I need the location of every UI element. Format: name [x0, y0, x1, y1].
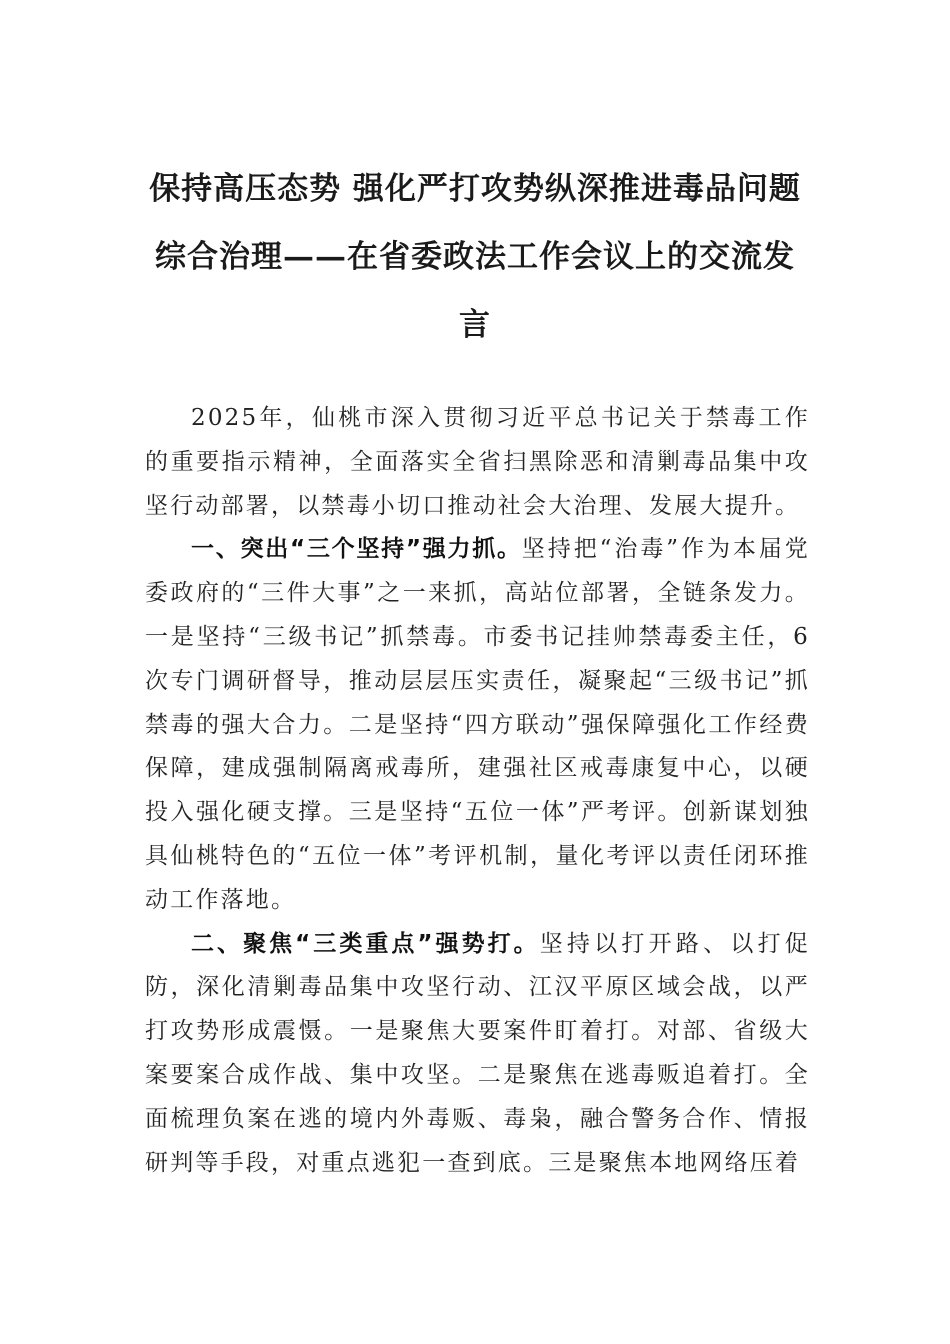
section-heading: 二、聚焦“三类重点”强势打。	[191, 930, 540, 957]
paragraph-text: 2025年，仙桃市深入贯彻习近平总书记关于禁毒工作的重要指示精神，全面落实全省扫黑除恶和清剿毒品集中攻坚行动部署，以禁毒小切口推动社会大治理、发展大提升。	[145, 405, 810, 519]
paragraph-section-1	[145, 528, 810, 922]
paragraph-section-2	[145, 923, 810, 1186]
document-title: 保持高压态势 强化严打攻势纵深推进毒品问题综合治理——在省委政法工作会议上的交流发言	[149, 171, 801, 343]
paragraph-text: 坚持以打开路、以打促防，深化清剿毒品集中攻坚行动、江汉平原区域会战，以严打攻势形成震慑。一是聚焦大要案件盯着打。对部、省级大案要案合成作战、集中攻坚。二是聚焦在逃毒贩追着打。全面梳理负案在逃的境内外毒贩、毒枭，融合警务合作、情报研判等手段，对重点逃犯一查到底。三是聚焦本地网络压着	[145, 930, 811, 1176]
paragraph-text: 坚持把“治毒”作为本届党委政府的“三件大事”之一来抓，高站位部署，全链条发力。一是坚持“三级书记”抓禁毒。市委书记挂帅禁毒委主任，6次专门调研督导，推动层层压实责任，凝聚起“三级书记”抓禁毒的强大合力。二是坚持“四方联动”强保障强化工作经费保障，建成强制隔离戒毒所，建强社区戒毒康复中心，以硬投入强化硬支撑。三是坚持“五位一体”严考评。创新谋划独具仙桃特色的“五位一体”考评机制，量化考评以责任闭环推动工作落地。	[145, 536, 811, 913]
document-body	[145, 397, 810, 1185]
paragraph-intro	[145, 397, 810, 528]
section-heading: 一、突出“三个坚持”强力抓。	[191, 536, 522, 563]
